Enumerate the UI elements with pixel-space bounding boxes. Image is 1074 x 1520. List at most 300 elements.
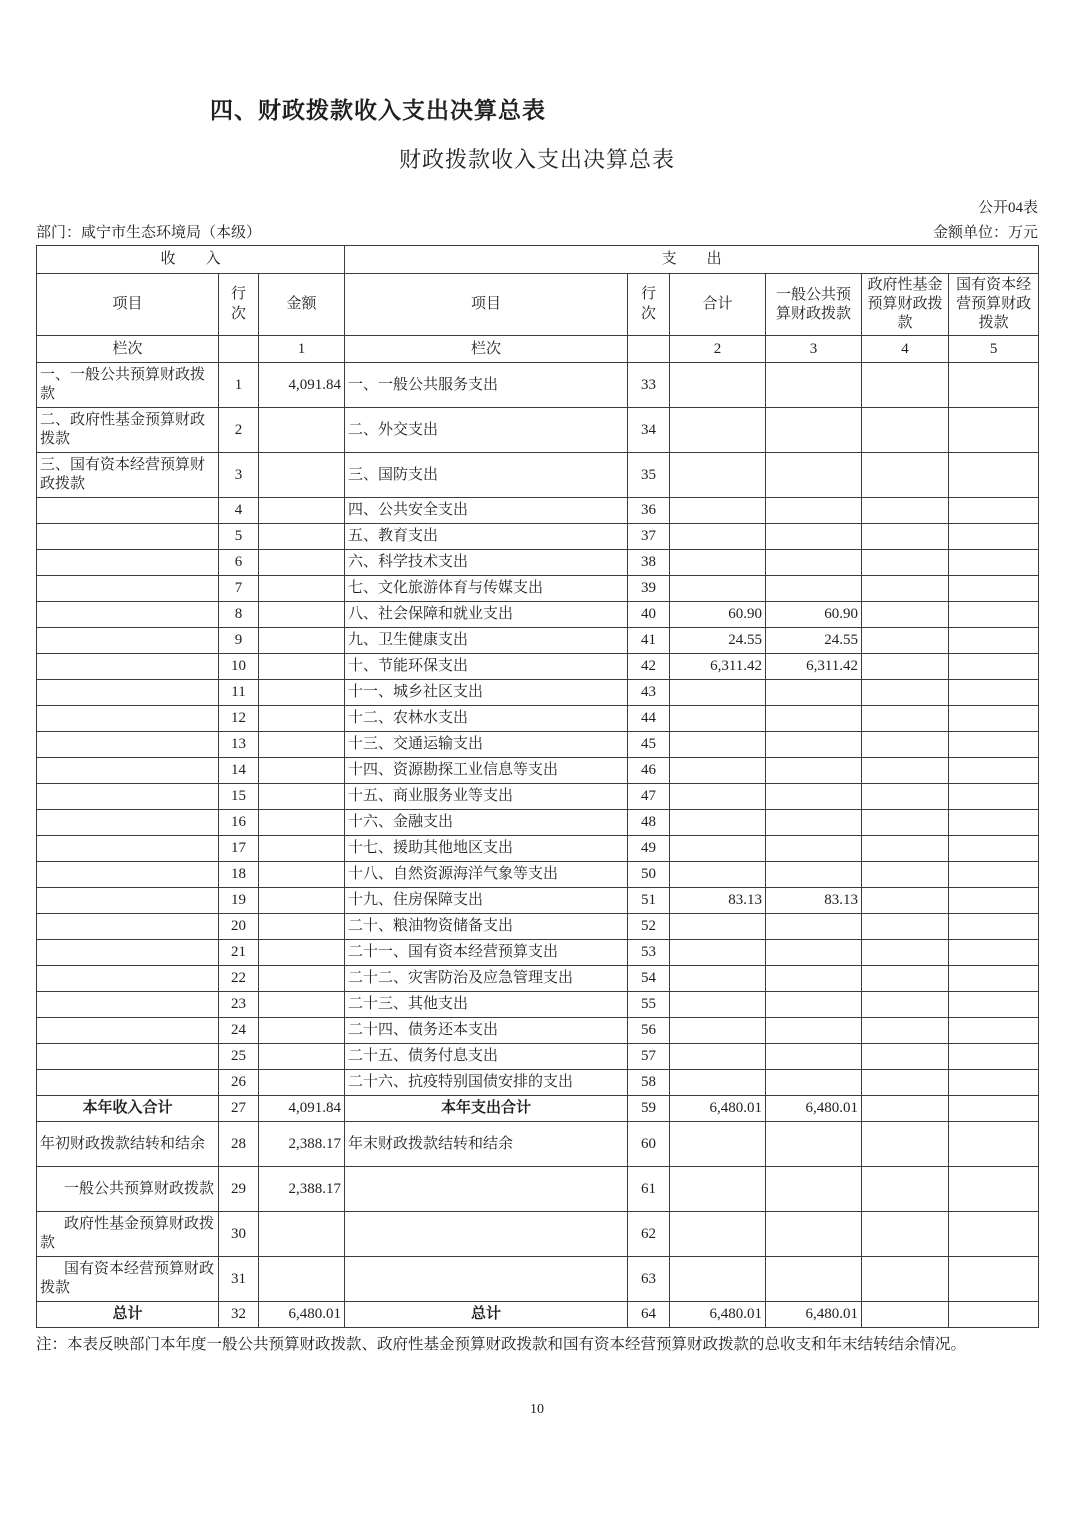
income-item-label	[37, 1070, 219, 1096]
expense-line-number: 63	[628, 1257, 670, 1302]
expense-gov-fund	[862, 810, 949, 836]
expense-state-capital	[949, 1167, 1039, 1212]
income-lane-number: 1	[259, 336, 345, 363]
expense-item-label: 二、外交支出	[345, 408, 628, 453]
page-number: 10	[530, 1402, 544, 1417]
table-row	[37, 576, 1039, 602]
expense-state-capital	[949, 706, 1039, 732]
expense-state-capital	[949, 1302, 1039, 1328]
income-amount	[259, 940, 345, 966]
income-line-number: 26	[219, 1070, 259, 1096]
income-amount	[259, 1044, 345, 1070]
expense-general-budget: 60.90	[766, 602, 862, 628]
expense-state-capital	[949, 810, 1039, 836]
expense-item-label: 二十一、国有资本经营预算支出	[345, 940, 628, 966]
expense-general-budget	[766, 784, 862, 810]
income-item-header: 项目	[37, 274, 219, 336]
expense-general-budget: 6,480.01	[766, 1096, 862, 1122]
income-item-label	[37, 1018, 219, 1044]
income-item-label	[37, 784, 219, 810]
expense-total	[670, 453, 766, 498]
expense-line-number: 37	[628, 524, 670, 550]
expense-item-label: 十五、商业服务业等支出	[345, 784, 628, 810]
expense-line-number: 34	[628, 408, 670, 453]
expense-general-budget	[766, 576, 862, 602]
expense-item-label: 十八、自然资源海洋气象等支出	[345, 862, 628, 888]
expense-state-capital	[949, 1257, 1039, 1302]
income-amount	[259, 1257, 345, 1302]
expense-line-number: 40	[628, 602, 670, 628]
income-item-label	[37, 888, 219, 914]
table-row	[37, 524, 1039, 550]
income-amount	[259, 758, 345, 784]
expense-gov-fund	[862, 1302, 949, 1328]
expense-item-label: 十七、援助其他地区支出	[345, 836, 628, 862]
expense-general-budget	[766, 706, 862, 732]
expense-item-label: 九、卫生健康支出	[345, 628, 628, 654]
expense-line-number: 41	[628, 628, 670, 654]
expense-line-number: 58	[628, 1070, 670, 1096]
expense-state-capital	[949, 1122, 1039, 1167]
income-item-label	[37, 862, 219, 888]
expense-total	[670, 940, 766, 966]
income-item-label	[37, 602, 219, 628]
expense-state-capital	[949, 940, 1039, 966]
income-amount	[259, 836, 345, 862]
income-item-label	[37, 836, 219, 862]
expense-total: 24.55	[670, 628, 766, 654]
income-amount	[259, 408, 345, 453]
table-row	[37, 1096, 1039, 1122]
expense-state-capital	[949, 914, 1039, 940]
income-item-label	[37, 706, 219, 732]
income-line-number: 16	[219, 810, 259, 836]
income-item-label	[37, 680, 219, 706]
expense-gov-fund	[862, 732, 949, 758]
income-line-number: 30	[219, 1212, 259, 1257]
table-row	[37, 1070, 1039, 1096]
expense-general-budget	[766, 966, 862, 992]
expense-general-budget	[766, 524, 862, 550]
income-item-label	[37, 1044, 219, 1070]
income-amount	[259, 888, 345, 914]
expense-gov-fund	[862, 966, 949, 992]
expense-state-capital	[949, 888, 1039, 914]
table-body	[37, 363, 1039, 1328]
expense-item-label: 十六、金融支出	[345, 810, 628, 836]
income-item-label: 政府性基金预算财政拨款	[37, 1212, 219, 1257]
expense-general-budget	[766, 680, 862, 706]
income-item-label: 二、政府性基金预算财政拨款	[37, 408, 219, 453]
expense-item-label	[345, 1212, 628, 1257]
expense-total	[670, 862, 766, 888]
table-row	[37, 1018, 1039, 1044]
expense-gov-fund	[862, 453, 949, 498]
expense-item-label: 六、科学技术支出	[345, 550, 628, 576]
income-line-number: 14	[219, 758, 259, 784]
expense-gov-fund	[862, 576, 949, 602]
expense-state-capital	[949, 524, 1039, 550]
table-row	[37, 654, 1039, 680]
income-amount	[259, 602, 345, 628]
income-line-number: 15	[219, 784, 259, 810]
expense-line-number: 62	[628, 1212, 670, 1257]
income-amount: 2,388.17	[259, 1167, 345, 1212]
table-row	[37, 363, 1039, 408]
table-row	[37, 888, 1039, 914]
income-amount	[259, 1212, 345, 1257]
expense-gov-fund	[862, 1257, 949, 1302]
expense-total: 6,311.42	[670, 654, 766, 680]
expense-state-capital	[949, 862, 1039, 888]
expense-total	[670, 363, 766, 408]
income-line-number: 8	[219, 602, 259, 628]
meta-row	[36, 221, 1038, 242]
income-amount: 6,480.01	[259, 1302, 345, 1328]
expense-line-number: 38	[628, 550, 670, 576]
expense-general-budget	[766, 498, 862, 524]
expense-item-header: 项目	[345, 274, 628, 336]
income-line-number: 19	[219, 888, 259, 914]
table-footnote: 注：本表反映部门本年度一般公共预算财政拨款、政府性基金预算财政拨款和国有资本经营预算财政拨款的总收支和年末结转结余情况。	[36, 1336, 967, 1353]
expense-general-budget	[766, 1044, 862, 1070]
expense-total	[670, 732, 766, 758]
expense-general-budget	[766, 363, 862, 408]
income-line-number: 24	[219, 1018, 259, 1044]
income-amount: 4,091.84	[259, 1096, 345, 1122]
expense-state-capital	[949, 758, 1039, 784]
expense-general-header: 一般公共预算财政拨款	[766, 274, 862, 336]
expense-general-budget: 83.13	[766, 888, 862, 914]
income-amount	[259, 966, 345, 992]
expense-general-budget: 6,311.42	[766, 654, 862, 680]
income-item-label	[37, 810, 219, 836]
expense-lane-label: 栏次	[345, 336, 628, 363]
lane-number-row	[37, 336, 1039, 363]
expense-gov-fund	[862, 784, 949, 810]
expense-total	[670, 550, 766, 576]
income-line-number: 23	[219, 992, 259, 1018]
expense-general-budget	[766, 940, 862, 966]
expense-item-label: 五、教育支出	[345, 524, 628, 550]
expense-item-label: 十九、住房保障支出	[345, 888, 628, 914]
income-item-label: 一般公共预算财政拨款	[37, 1167, 219, 1212]
income-item-label: 总计	[37, 1302, 219, 1328]
income-line-number: 32	[219, 1302, 259, 1328]
table-row	[37, 498, 1039, 524]
income-amount	[259, 524, 345, 550]
expense-general-budget	[766, 453, 862, 498]
expense-state-capital	[949, 1212, 1039, 1257]
expense-general-budget	[766, 862, 862, 888]
expense-state-capital	[949, 680, 1039, 706]
income-item-label: 年初财政拨款结转和结余	[37, 1122, 219, 1167]
expense-line-number: 45	[628, 732, 670, 758]
income-amount	[259, 498, 345, 524]
income-line-number: 13	[219, 732, 259, 758]
table-row	[37, 1257, 1039, 1302]
expense-gov-fund	[862, 408, 949, 453]
expense-line-number: 55	[628, 992, 670, 1018]
income-amount	[259, 784, 345, 810]
department-label: 部门：咸宁市生态环境局（本级）	[36, 225, 262, 241]
expense-general-budget	[766, 810, 862, 836]
expense-gov-fund	[862, 992, 949, 1018]
table-row	[37, 628, 1039, 654]
income-line-number: 3	[219, 453, 259, 498]
expense-gov-fund	[862, 524, 949, 550]
expense-total	[670, 784, 766, 810]
expense-state-capital	[949, 550, 1039, 576]
income-line-number: 27	[219, 1096, 259, 1122]
expense-line-number: 53	[628, 940, 670, 966]
expense-state-capital	[949, 576, 1039, 602]
section-title: 四、财政拨款收入支出决算总表	[210, 98, 546, 124]
expense-general-budget	[766, 914, 862, 940]
income-item-label: 三、国有资本经营预算财政拨款	[37, 453, 219, 498]
expense-gov-fund	[862, 498, 949, 524]
expense-line-number: 44	[628, 706, 670, 732]
expense-line-number: 36	[628, 498, 670, 524]
income-amount	[259, 628, 345, 654]
expense-state-capital	[949, 654, 1039, 680]
expense-general-budget	[766, 1167, 862, 1212]
expense-total	[670, 1044, 766, 1070]
expense-gov-fund-header: 政府性基金预算财政拨款	[862, 274, 949, 336]
income-item-label	[37, 732, 219, 758]
expense-line-number: 60	[628, 1122, 670, 1167]
expense-line-number: 51	[628, 888, 670, 914]
expense-total-header: 合计	[670, 274, 766, 336]
expense-gov-fund	[862, 654, 949, 680]
income-line-number: 22	[219, 966, 259, 992]
expense-state-capital	[949, 966, 1039, 992]
income-line-number: 21	[219, 940, 259, 966]
expense-gov-fund	[862, 550, 949, 576]
income-line-number: 31	[219, 1257, 259, 1302]
income-amount	[259, 810, 345, 836]
expense-gov-fund	[862, 1044, 949, 1070]
expense-line-number: 39	[628, 576, 670, 602]
expense-lane-general: 3	[766, 336, 862, 363]
table-row	[37, 550, 1039, 576]
income-line-number: 1	[219, 363, 259, 408]
expense-state-capital	[949, 363, 1039, 408]
table-row	[37, 940, 1039, 966]
income-amount-header: 金额	[259, 274, 345, 336]
expense-item-label: 七、文化旅游体育与传媒支出	[345, 576, 628, 602]
expense-item-label: 十三、交通运输支出	[345, 732, 628, 758]
table-row	[37, 966, 1039, 992]
expense-item-label: 四、公共安全支出	[345, 498, 628, 524]
expense-line-number: 35	[628, 453, 670, 498]
expense-total	[670, 758, 766, 784]
income-item-label	[37, 498, 219, 524]
expense-total	[670, 706, 766, 732]
expense-item-label: 二十五、债务付息支出	[345, 1044, 628, 1070]
income-amount	[259, 680, 345, 706]
expense-total: 6,480.01	[670, 1302, 766, 1328]
expense-line-number: 33	[628, 363, 670, 408]
expense-total	[670, 992, 766, 1018]
expense-general-budget	[766, 1212, 862, 1257]
income-amount	[259, 992, 345, 1018]
table-row	[37, 758, 1039, 784]
expense-general-budget	[766, 836, 862, 862]
expense-state-capital	[949, 453, 1039, 498]
unit-label: 金额单位：万元	[932, 225, 1038, 241]
expense-line-number: 56	[628, 1018, 670, 1044]
expense-general-budget	[766, 1018, 862, 1044]
expense-line-header	[628, 274, 670, 336]
expense-line-number: 42	[628, 654, 670, 680]
income-amount	[259, 576, 345, 602]
expense-total	[670, 836, 766, 862]
table-row	[37, 680, 1039, 706]
income-item-label	[37, 758, 219, 784]
expense-item-label: 一、一般公共服务支出	[345, 363, 628, 408]
table-row	[37, 706, 1039, 732]
income-amount	[259, 862, 345, 888]
expense-gov-fund	[862, 836, 949, 862]
expense-total: 83.13	[670, 888, 766, 914]
expense-general-budget	[766, 1257, 862, 1302]
expense-state-capital	[949, 498, 1039, 524]
table-row	[37, 914, 1039, 940]
expense-line-number: 59	[628, 1096, 670, 1122]
income-amount	[259, 453, 345, 498]
income-amount: 2,388.17	[259, 1122, 345, 1167]
expense-total	[670, 966, 766, 992]
expense-state-capital	[949, 732, 1039, 758]
expense-line-number: 50	[628, 862, 670, 888]
expense-state-capital	[949, 408, 1039, 453]
income-item-label	[37, 654, 219, 680]
table-row	[37, 1122, 1039, 1167]
income-line-number: 9	[219, 628, 259, 654]
income-amount	[259, 732, 345, 758]
expense-state-capital	[949, 784, 1039, 810]
expense-lane-line	[628, 336, 670, 363]
income-line-header-text: 行次	[230, 286, 246, 322]
expense-total: 60.90	[670, 602, 766, 628]
expense-general-budget	[766, 550, 862, 576]
expense-item-label: 十一、城乡社区支出	[345, 680, 628, 706]
expense-state-capital	[949, 602, 1039, 628]
table-row	[37, 862, 1039, 888]
income-line-number: 12	[219, 706, 259, 732]
expense-total	[670, 524, 766, 550]
expense-group-header: 支 出	[345, 246, 1039, 274]
expense-item-label: 三、国防支出	[345, 453, 628, 498]
income-line-number: 7	[219, 576, 259, 602]
expense-total	[670, 810, 766, 836]
expense-general-budget: 24.55	[766, 628, 862, 654]
expense-gov-fund	[862, 628, 949, 654]
income-amount	[259, 1018, 345, 1044]
table-row	[37, 602, 1039, 628]
income-item-label	[37, 628, 219, 654]
expense-general-budget	[766, 408, 862, 453]
expense-line-number: 57	[628, 1044, 670, 1070]
expense-gov-fund	[862, 862, 949, 888]
table-title: 财政拨款收入支出决算总表	[398, 147, 675, 172]
expense-total	[670, 408, 766, 453]
table-row	[37, 1167, 1039, 1212]
table-row	[37, 784, 1039, 810]
table-row	[37, 408, 1039, 453]
table-row	[37, 732, 1039, 758]
income-amount	[259, 1070, 345, 1096]
table-row	[37, 810, 1039, 836]
expense-item-label	[345, 1257, 628, 1302]
expense-total	[670, 914, 766, 940]
expense-item-label: 二十四、债务还本支出	[345, 1018, 628, 1044]
expense-lane-gov-fund: 4	[862, 336, 949, 363]
expense-line-number: 47	[628, 784, 670, 810]
expense-line-number: 46	[628, 758, 670, 784]
expense-line-number: 43	[628, 680, 670, 706]
expense-item-label: 二十三、其他支出	[345, 992, 628, 1018]
expense-total	[670, 1257, 766, 1302]
expense-item-label: 总计	[345, 1302, 628, 1328]
group-header-row	[37, 246, 1039, 274]
expense-general-budget	[766, 1070, 862, 1096]
expense-state-capital	[949, 1018, 1039, 1044]
income-line-number: 29	[219, 1167, 259, 1212]
expense-line-number: 64	[628, 1302, 670, 1328]
income-item-label	[37, 966, 219, 992]
expense-gov-fund	[862, 1122, 949, 1167]
fiscal-appropriation-table	[36, 245, 1039, 1328]
expense-state-capital	[949, 1044, 1039, 1070]
expense-total	[670, 1018, 766, 1044]
table-row	[37, 836, 1039, 862]
income-line-number: 28	[219, 1122, 259, 1167]
expense-item-label: 二十六、抗疫特别国债安排的支出	[345, 1070, 628, 1096]
income-item-label: 一、一般公共预算财政拨款	[37, 363, 219, 408]
expense-general-budget	[766, 992, 862, 1018]
expense-total	[670, 1212, 766, 1257]
expense-state-capital	[949, 1096, 1039, 1122]
expense-total	[670, 1122, 766, 1167]
income-item-label	[37, 914, 219, 940]
expense-gov-fund	[862, 602, 949, 628]
expense-lane-state-capital: 5	[949, 336, 1039, 363]
income-item-label	[37, 940, 219, 966]
table-row	[37, 1212, 1039, 1257]
table-row	[37, 1302, 1039, 1328]
income-amount	[259, 706, 345, 732]
expense-line-number: 52	[628, 914, 670, 940]
income-line-number: 25	[219, 1044, 259, 1070]
expense-state-capital	[949, 992, 1039, 1018]
income-amount	[259, 654, 345, 680]
expense-gov-fund	[862, 706, 949, 732]
income-item-label	[37, 576, 219, 602]
income-line-number: 2	[219, 408, 259, 453]
income-line-number: 6	[219, 550, 259, 576]
income-amount: 4,091.84	[259, 363, 345, 408]
income-amount	[259, 550, 345, 576]
income-line-number: 18	[219, 862, 259, 888]
expense-line-number: 54	[628, 966, 670, 992]
expense-gov-fund	[862, 888, 949, 914]
income-lane-line	[219, 336, 259, 363]
expense-gov-fund	[862, 680, 949, 706]
table-row	[37, 1044, 1039, 1070]
expense-general-budget	[766, 1122, 862, 1167]
